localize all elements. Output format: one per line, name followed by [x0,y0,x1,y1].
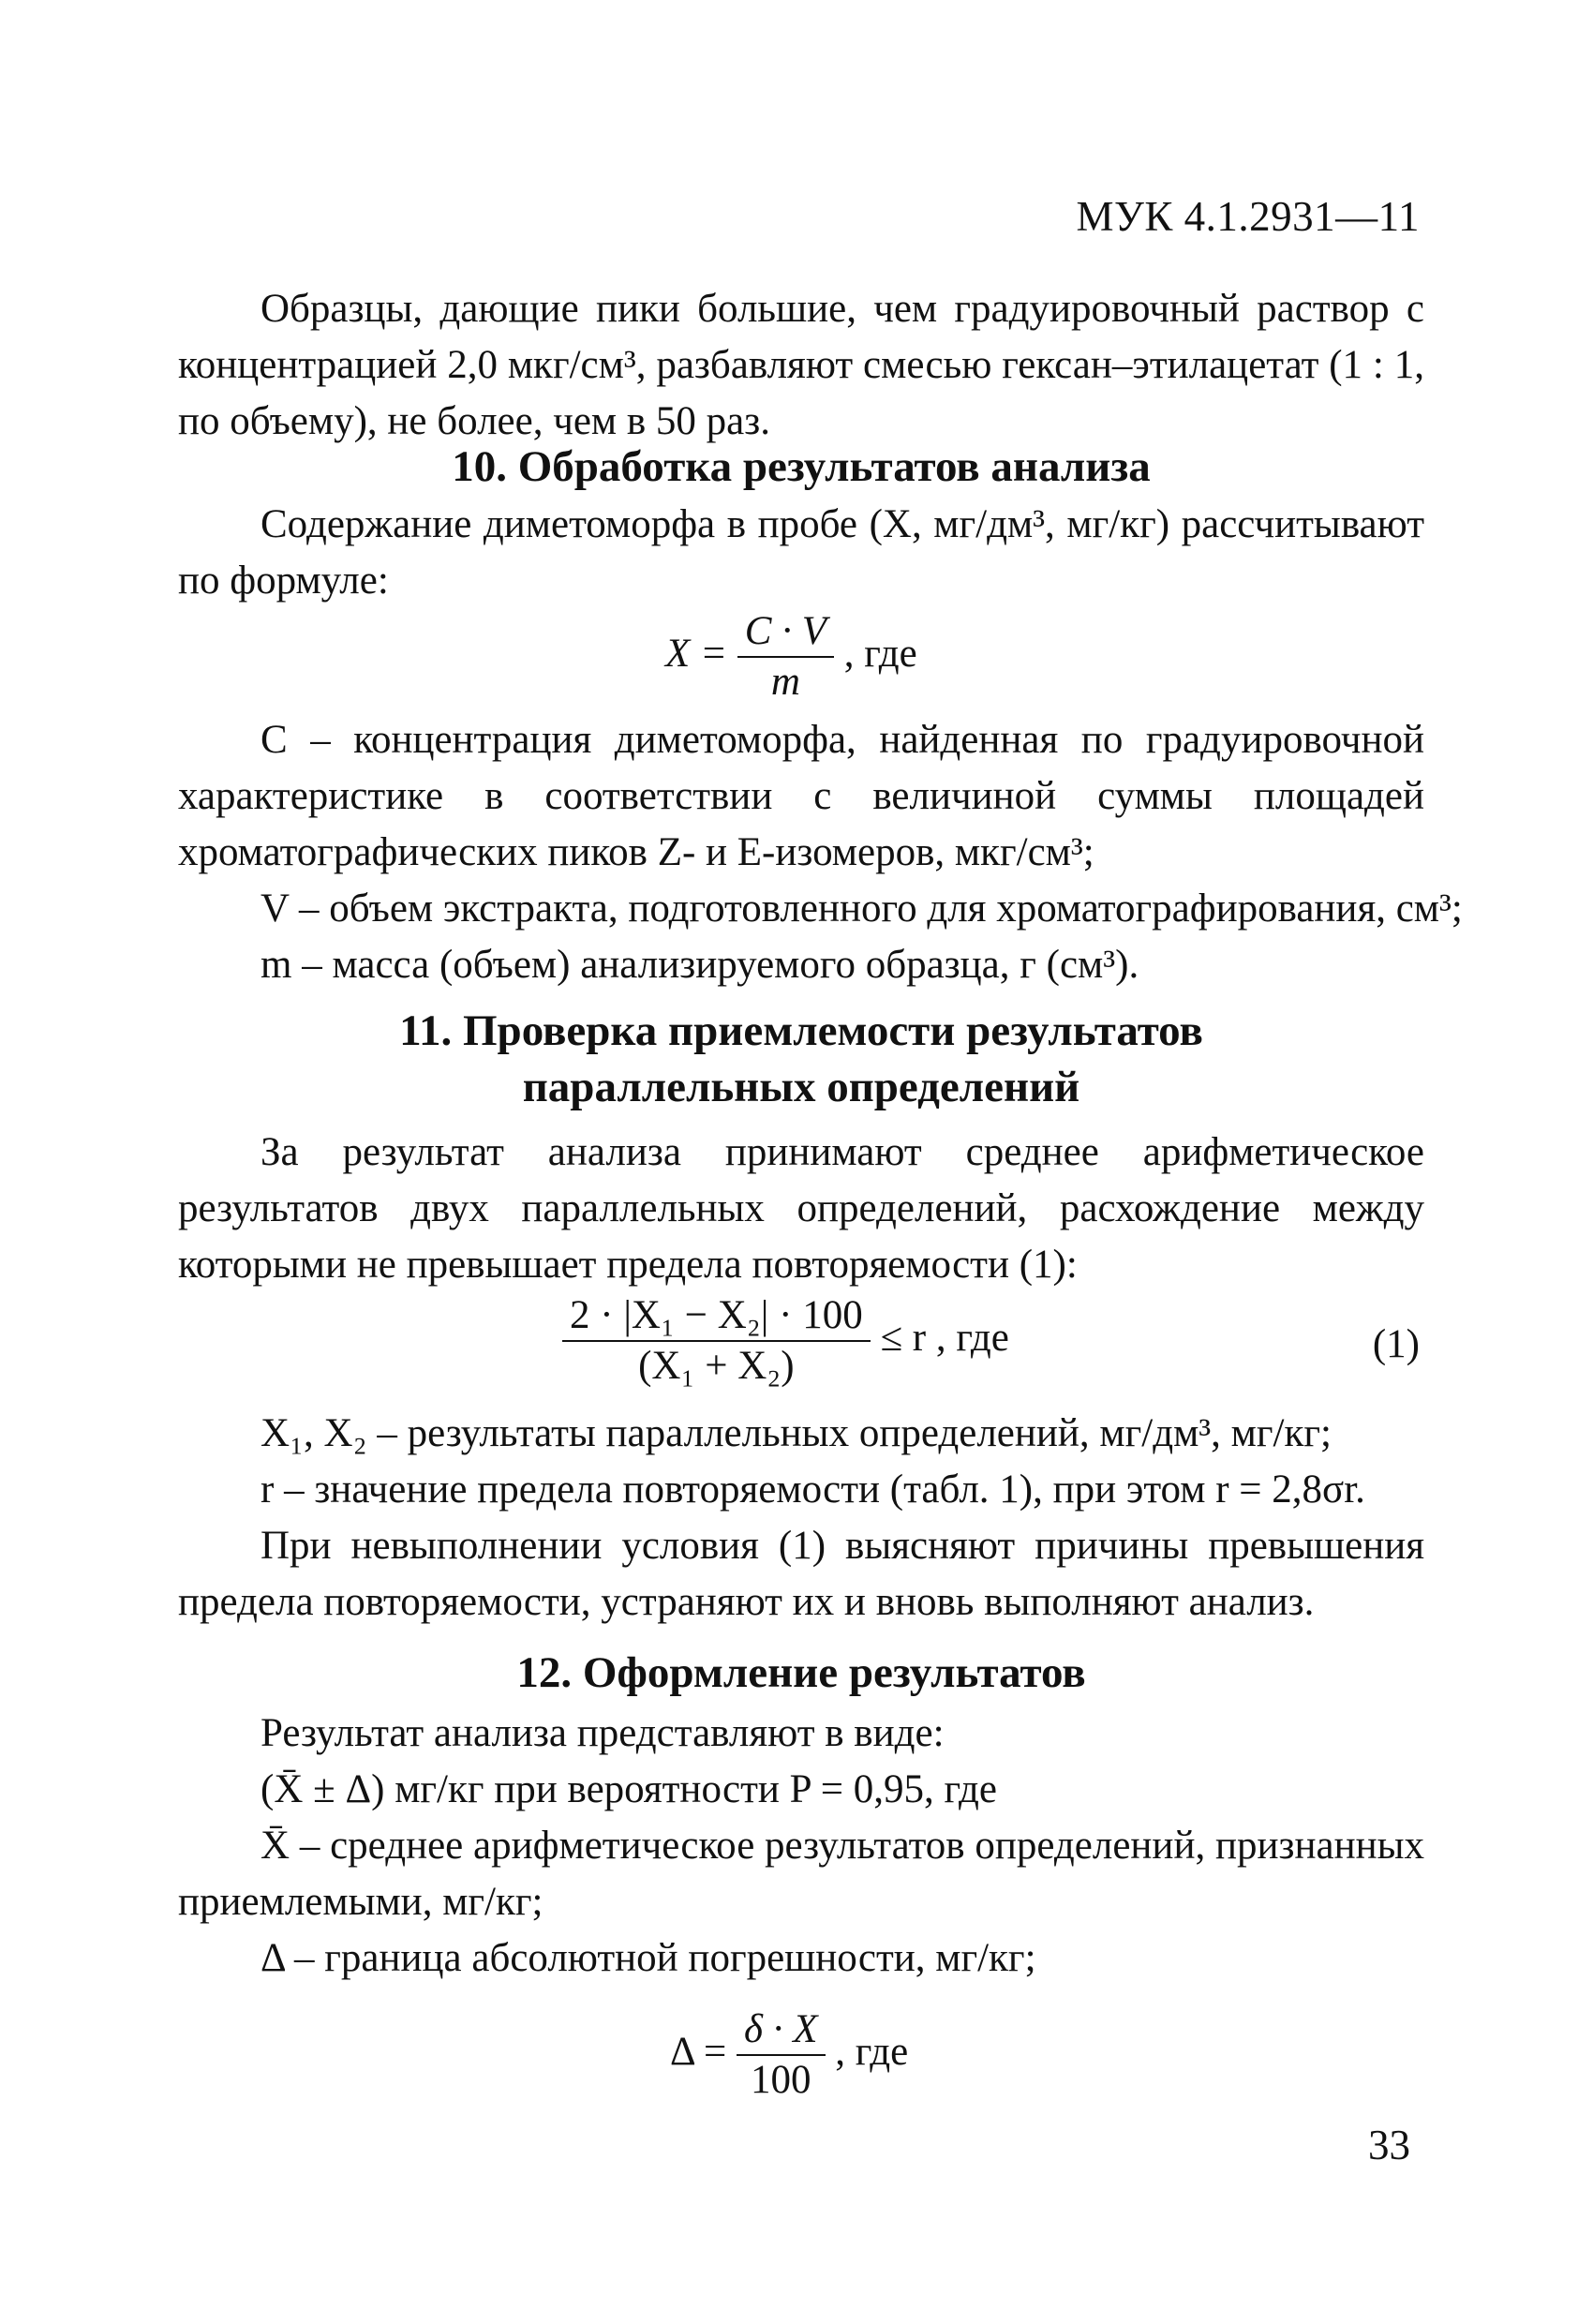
formula-delta-denominator: 100 [751,2058,811,2102]
intro-paragraph: Образцы, дающие пики большие, чем градуировочный раствор с концентрацией 2,0 мкг/см³, разбавляют смесью гексан–этилацетат (1 : 1, по объему), не более, чем в 50 раз. [178,287,1424,443]
formula-repeatability [562,1291,1009,1391]
formula-repeatability-fraction [562,1291,871,1391]
definition-x-bar: X̄ – среднее арифметическое результатов определений, признанных приемлемыми, мг/кг; [178,1824,1424,1924]
section-12-line-2: (X̄ ± Δ) мг/кг при вероятности P = 0,95, где [261,1767,997,1811]
formula-delta-lhs: Δ = [670,2029,727,2074]
section-12-line-1: Результат анализа представляют в виде: [261,1711,945,1755]
section-10-paragraph: Содержание диметоморфа в пробе (X, мг/дм³, мг/кг) рассчитывают по формуле: [178,502,1424,603]
section-11-paragraph: За результат анализа принимают среднее арифметическое результатов двух параллельных определений, расхождение между которыми не превышает предела повторяемости (1): [178,1130,1424,1287]
formula-delta [670,2005,908,2105]
section-10-title: 10. Обработка результатов анализа [452,442,1151,491]
formula-x-lhs: X = [665,631,728,676]
formula-x-denominator: m [770,660,800,704]
formula-x-fraction [737,607,834,707]
formula-repeatability-tail: ≤ r , где [880,1315,1009,1360]
formula-delta-numerator: δ · X [737,2005,826,2056]
section-12-title: 12. Оформление результатов [516,1648,1086,1697]
definition-x1-x2: X₁, X₂ – результаты параллельных определений, мг/дм³, мг/кг; [261,1411,1332,1455]
formula-delta-fraction [737,2005,826,2105]
definition-c: C – концентрация диметоморфа, найденная по градуировочной характеристике в соответствии с величиной суммы площадей хроматографических пиков Z- и Е-изомеров, мкг/см³; [178,718,1424,874]
formula-x [665,607,917,707]
definition-r: r – значение предела повторяемости (табл. 1), при этом r = 2,8σr. [261,1467,1365,1512]
definition-delta: Δ – граница абсолютной погрешности, мг/кг; [261,1936,1036,1980]
formula-x-tail: , где [843,631,917,676]
equation-number: (1) [1372,1322,1420,1366]
document-code: МУК 4.1.2931—11 [1076,193,1420,240]
formula-x-numerator: C · V [737,607,834,658]
section-11-title-line-2: параллельных определений [522,1063,1080,1111]
definition-v: V – объем экстракта, подготовленного для хроматографирования, см³; [261,886,1463,931]
formula-repeatability-denominator: (X₁ + X₂) [638,1344,795,1388]
formula-delta-tail: , где [835,2029,909,2074]
section-11-paragraph-2: При невыполнении условия (1) выясняют причины превышения предела повторяемости, устраняют их и вновь выполняют анализ. [178,1524,1424,1624]
page-number: 33 [1368,2122,1410,2168]
formula-repeatability-numerator: 2 · |X₁ − X₂| · 100 [562,1291,871,1342]
definition-m: m – масса (объем) анализируемого образца, г (см³). [261,943,1139,987]
section-11-title-line-1: 11. Проверка приемлемости результатов [399,1006,1203,1055]
